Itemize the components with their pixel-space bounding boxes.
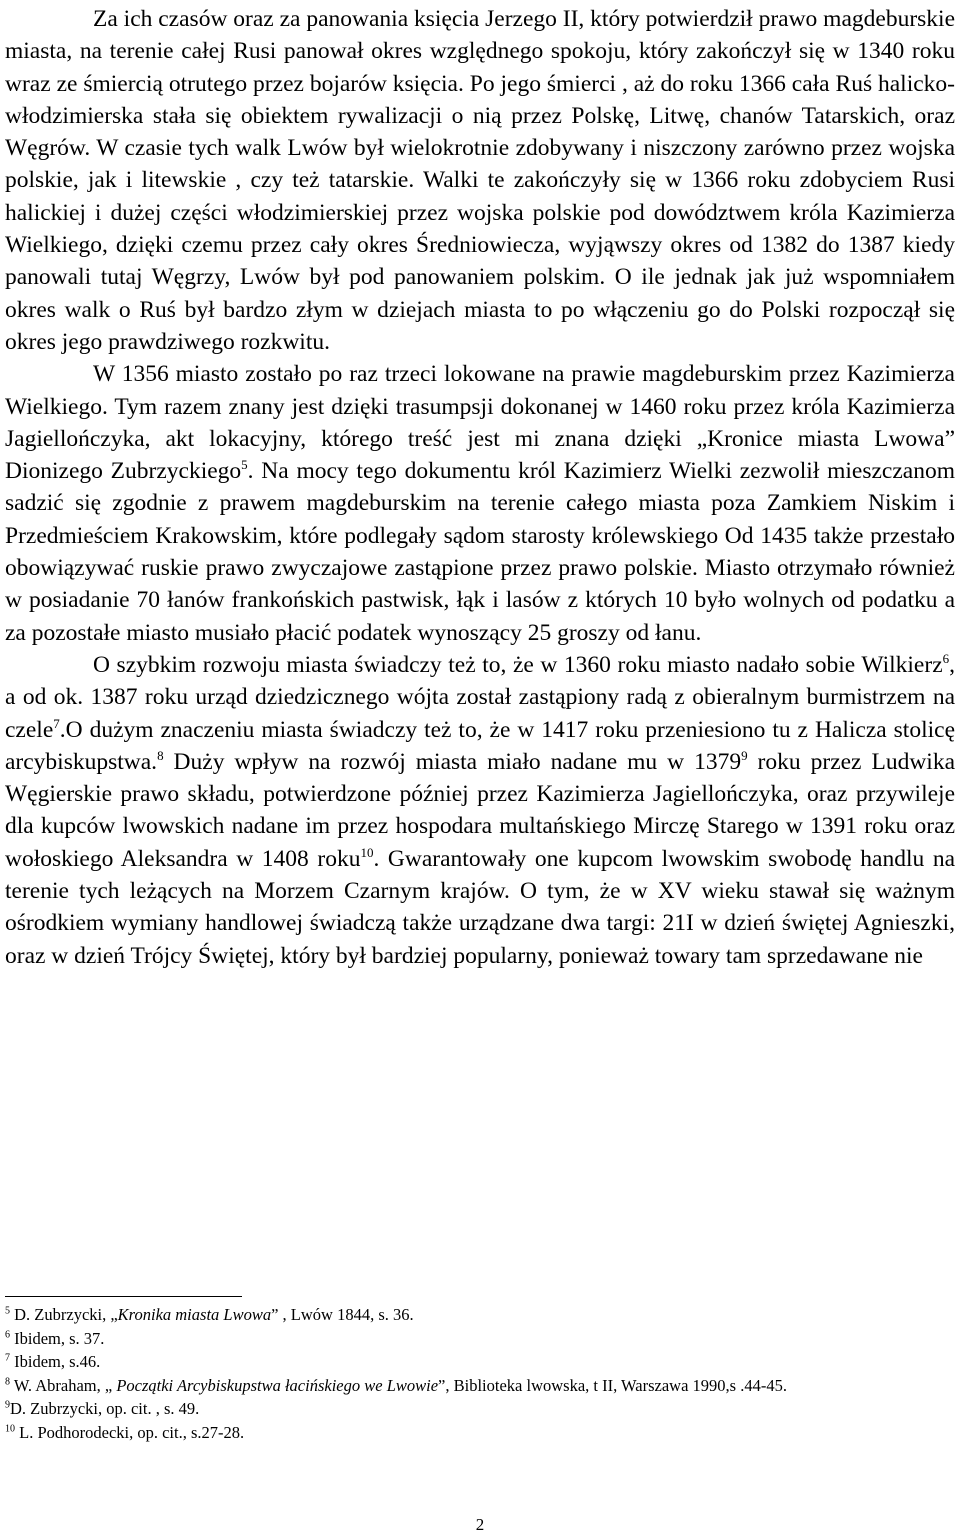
footnote-title: Początki Arcybiskupstwa łacińskiego we Lwowie (116, 1375, 439, 1395)
footnote-text: ” , Lwów 1844, s. 36. (271, 1305, 414, 1324)
page-number: 2 (475, 1515, 485, 1534)
footnote-number: 9 (5, 1399, 10, 1411)
paragraph-text: Duży wpływ na rozwój miasta miało nadane mu w 1379 (163, 748, 742, 775)
footnote-number: 8 (5, 1376, 10, 1388)
footnote-reference: 5 (241, 457, 248, 473)
footnote-text: Ibidem, s.46. (10, 1352, 101, 1372)
footnote (5, 1397, 955, 1421)
footnotes (5, 1303, 955, 1445)
footnote-number: 6 (5, 1329, 10, 1341)
footnote-text: L. Podhorodecki, op. cit., s.27-28. (15, 1422, 245, 1442)
footnote (5, 1327, 955, 1351)
paragraph (5, 3, 955, 358)
footnote-reference: 8 (157, 748, 164, 763)
footnote-text: Ibidem, s. 37. (10, 1328, 105, 1348)
paragraph-text: . Na mocy tego dokumentu król Kazimierz Wielki zezwolił mieszczanom sadzić się zgodnie z prawem magdeburskim na terenie całego miasta poza Zamkiem Niskim i Przedmieściem Krakowskim, które podlegały sądom starosty królewskiego Od 1435 także przestało obowiązywać ruskie prawo zwyczajowe zastąpione przez prawo polskie. Miasto otrzymało również w posiadanie 70 łanów frankońskich pastwisk, łąk i lasów z których 10 było wolnych od podatku a za pozostałe miasto musiało płacić podatek wynoszący 25 groszy od łanu. (5, 458, 955, 646)
paragraph-text: roku przez Ludwika Węgierskie prawo składu, potwierdzone później przez Kazimierza Jagiellończyka, oraz przywileje dla kupców lwowskich nadane im przez hospodara multańskiego Mirczę Starego w 1391 roku oraz wołoskiego Aleksandra w 1408 roku (5, 748, 955, 872)
paragraph-text: . Gwarantowały one kupcom lwowskim swobodę handlu na terenie tych leżących na Morzem Czarnym krajów. O tym, że w XV wieku stawał się ważnym ośrodkiem wymiany handlowej świadczą także urządzane dwa targi: 21I w dzień świętej Agnieszki, oraz w dzień Trójcy Świętej, który był bardziej popularny, ponieważ towary tam sprzedawane nie (5, 845, 955, 969)
footnote-text: D. Zubrzycki, „ (10, 1305, 118, 1324)
footnote (5, 1421, 955, 1445)
paragraph-text: , a od ok. 1387 roku urząd dziedzicznego wójta został zastąpiony radą z obieralnym burmistrzem na czele (5, 651, 955, 743)
footnote (5, 1350, 955, 1374)
footnote-text: D. Zubrzycki, op. cit. , s. 49. (10, 1399, 200, 1419)
paragraph-text: Za ich czasów oraz za panowania księcia Jerzego II, który potwierdził prawo magdeburskie miasta, na terenie całej Rusi panował okres względnego spokoju, który zakończył się w 1340 roku wraz ze śmiercią otrutego przez bojarów księcia. Po jego śmierci , aż do roku 1366 cała Ruś halicko-włodzimierska stała się obiektem rywalizacji o nią przez Polskę, Litwę, chanów Tatarskich, oraz Węgrów. W czasie tych walk Lwów był wielokrotnie zdobywany i niszczony zarówno przez wojska polskie, jak i litewskie , czy też tatarskie. Walki te zakończyły się w 1366 roku zdobyciem Rusi halickiej i dużej części włodzimierskiej przez wojska polskie pod dowództwem króla Kazimierza Wielkiego, dzięki czemu przez cały okres Średniowiecza, wyjąwszy okres od 1382 do 1387 kiedy panowali tutaj Węgrzy, Lwów był pod panowaniem polskim. O ile jednak jak już wspomniałem okres walk o Ruś był bardzo złym w dziejach miasta to po włączeniu go do Polski rozpoczął się okres jego prawdziwego rozkwitu. (5, 6, 955, 355)
footnote-reference: 10 (360, 844, 374, 860)
paragraph (5, 649, 955, 972)
paragraph-text: .O dużym znaczeniu miasta świadczy też to, że w 1417 roku przeniesiono tu z Halicza stolicę arcybiskupstwa. (5, 716, 955, 775)
footnote-number: 7 (5, 1352, 10, 1364)
footnote (5, 1303, 955, 1327)
footnote-number: 10 (5, 1423, 15, 1435)
footnote-separator (5, 1296, 242, 1297)
paragraph-text: O szybkim rozwoju miasta świadczy też to, że w 1360 roku miasto nadało sobie Wilkierz (93, 651, 943, 678)
body-text (5, 0, 955, 972)
footnote (5, 1374, 955, 1398)
paragraph (5, 358, 955, 649)
footnote-reference: 6 (942, 651, 950, 667)
footnote-reference: 7 (53, 715, 60, 731)
footnote-text: ”, Biblioteka lwowska, t II, Warszawa 1990,s .44-45. (438, 1375, 787, 1395)
footnote-number: 5 (5, 1305, 10, 1317)
footnote-title: Kronika miasta Lwowa (117, 1305, 272, 1324)
footnote-reference: 9 (741, 748, 748, 763)
footnote-text: W. Abraham, „ (10, 1375, 117, 1395)
paragraph-text: W 1356 miasto zostało po raz trzeci lokowane na prawie magdeburskim przez Kazimierza Wielkiego. Tym razem znany jest dzięki trasumpsji dokonanej w 1460 roku przez króla Kazimierza Jagiellończyka, akt lokacyjny, którego treść jest mi znana dzięki „Kronice miasta Lwowa” Dionizego Zubrzyckiego (5, 361, 955, 485)
